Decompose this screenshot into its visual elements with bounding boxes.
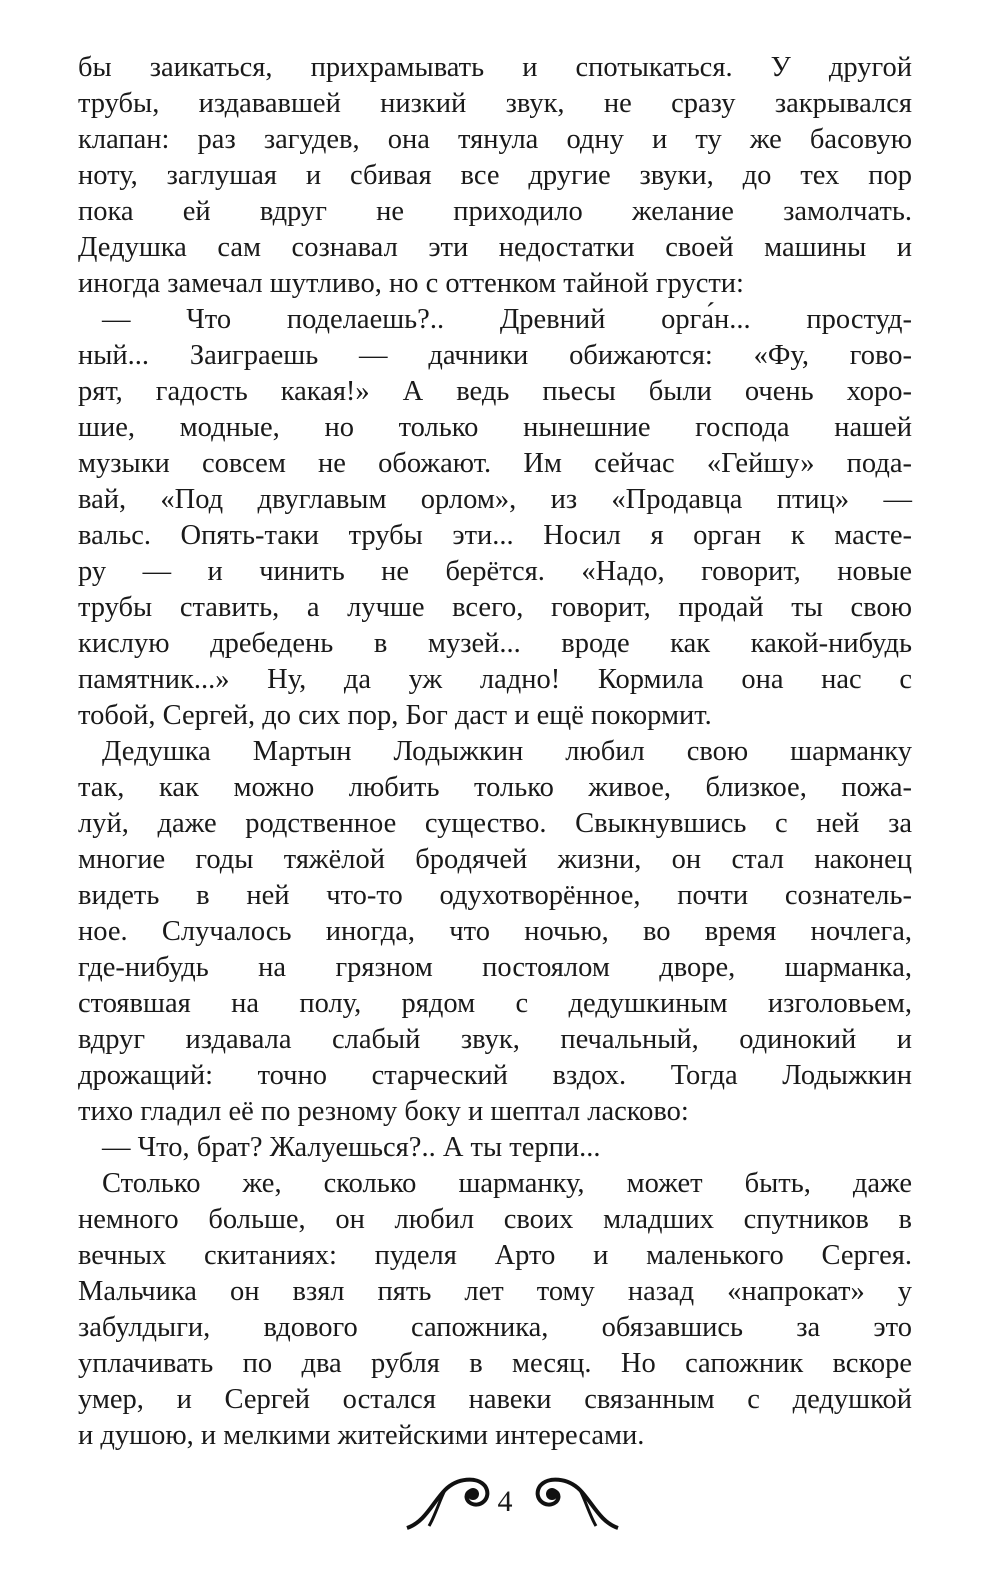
text-line: — Что, брат? Жалуешься?.. А ты терпи... (102, 1132, 601, 1163)
text-line: тихо гладил её по резному боку и шептал ласково: (78, 1096, 689, 1127)
text-line: бы заикаться, прихрамывать и спотыкаться. У другой (78, 52, 912, 83)
text-line: забулдыги, вдового сапожника, обязавшись за это (78, 1312, 912, 1343)
text-line: шие, модные, но только нынешние господа нашей (78, 412, 912, 443)
text-line: дрожащий: точно старческий вздох. Тогда Лодыжкин (78, 1060, 912, 1091)
text-line: тобой, Сергей, до сих пор, Бог даст и ещё покормит. (78, 700, 712, 731)
text-line: умер, и Сергей остался навеки связанным с дедушкой (78, 1384, 912, 1415)
text-line: стоявшая на полу, рядом с дедушкиным изголовьем, (78, 988, 912, 1019)
left-ornament-icon (405, 1472, 495, 1532)
text-line: видеть в ней что-то одухотворённое, почти сознатель- (78, 880, 912, 911)
page-number: 4 (497, 1485, 513, 1518)
text-line: так, как можно любить только живое, близкое, пожа- (78, 772, 912, 803)
right-ornament-icon (530, 1472, 620, 1532)
text-line: и душою, и мелкими житейскими интересами. (78, 1420, 645, 1451)
text-line: Столько же, сколько шарманку, может быть, даже (102, 1168, 912, 1199)
text-line: клапан: раз загудев, она тянула одну и ту же басовую (78, 124, 912, 155)
text-line: рят, гадость какая!» А ведь пьесы были очень хоро- (78, 376, 912, 407)
text-line: вай, «Под двуглавым орлом», из «Продавца птиц» — (78, 484, 912, 515)
text-line: где-нибудь на грязном постоялом дворе, шарманка, (78, 952, 912, 983)
text-line: трубы ставить, а лучше всего, говорит, продай ты свою (78, 592, 912, 623)
text-line: кислую дребедень в музей... вроде как какой-нибудь (78, 628, 912, 659)
text-line: ный... Заиграешь — дачники обижаются: «Фу, гово- (78, 340, 912, 371)
text-line: вальс. Опять-таки трубы эти... Носил я орган к масте- (78, 520, 912, 551)
text-line: уплачивать по два рубля в месяц. Но сапожник вскоре (78, 1348, 912, 1379)
text-line: вдруг издавала слабый звук, печальный, одинокий и (78, 1024, 912, 1055)
text-line: Мальчика он взял пять лет тому назад «напрокат» у (78, 1276, 912, 1307)
text-line: многие годы тяжёлой бродячей жизни, он стал наконец (78, 844, 912, 875)
text-line: ное. Случалось иногда, что ночью, во время ночлега, (78, 916, 912, 947)
text-line: немного больше, он любил своих младших спутников в (78, 1204, 912, 1235)
text-line: иногда замечал шутливо, но с оттенком тайной грусти: (78, 268, 744, 299)
text-line: памятник...» Ну, да уж ладно! Кормила она нас с (78, 664, 912, 695)
text-line: Дедушка Мартын Лодыжкин любил свою шарманку (102, 736, 912, 767)
text-line: трубы, издававшей низкий звук, не сразу закрывался (78, 88, 912, 119)
text-line: луй, даже родственное существо. Свыкнувшись с ней за (78, 808, 912, 839)
text-line: — Что поделаешь?.. Древний орга́н... простуд- (102, 304, 912, 335)
text-line: Дедушка сам сознавал эти недостатки своей машины и (78, 232, 912, 263)
text-line: вечных скитаниях: пуделя Арто и маленького Сергея. (78, 1240, 912, 1271)
text-line: музыки совсем не обожают. Им сейчас «Гейшу» пода- (78, 448, 912, 479)
body-text (78, 50, 912, 1454)
text-line: ру — и чинить не берётся. «Надо, говорит, новые (78, 556, 912, 587)
page-footer (0, 1468, 1000, 1538)
text-line: пока ей вдруг не приходило желание замолчать. (78, 196, 912, 227)
text-line: ноту, заглушая и сбивая все другие звуки, до тех пор (78, 160, 912, 191)
